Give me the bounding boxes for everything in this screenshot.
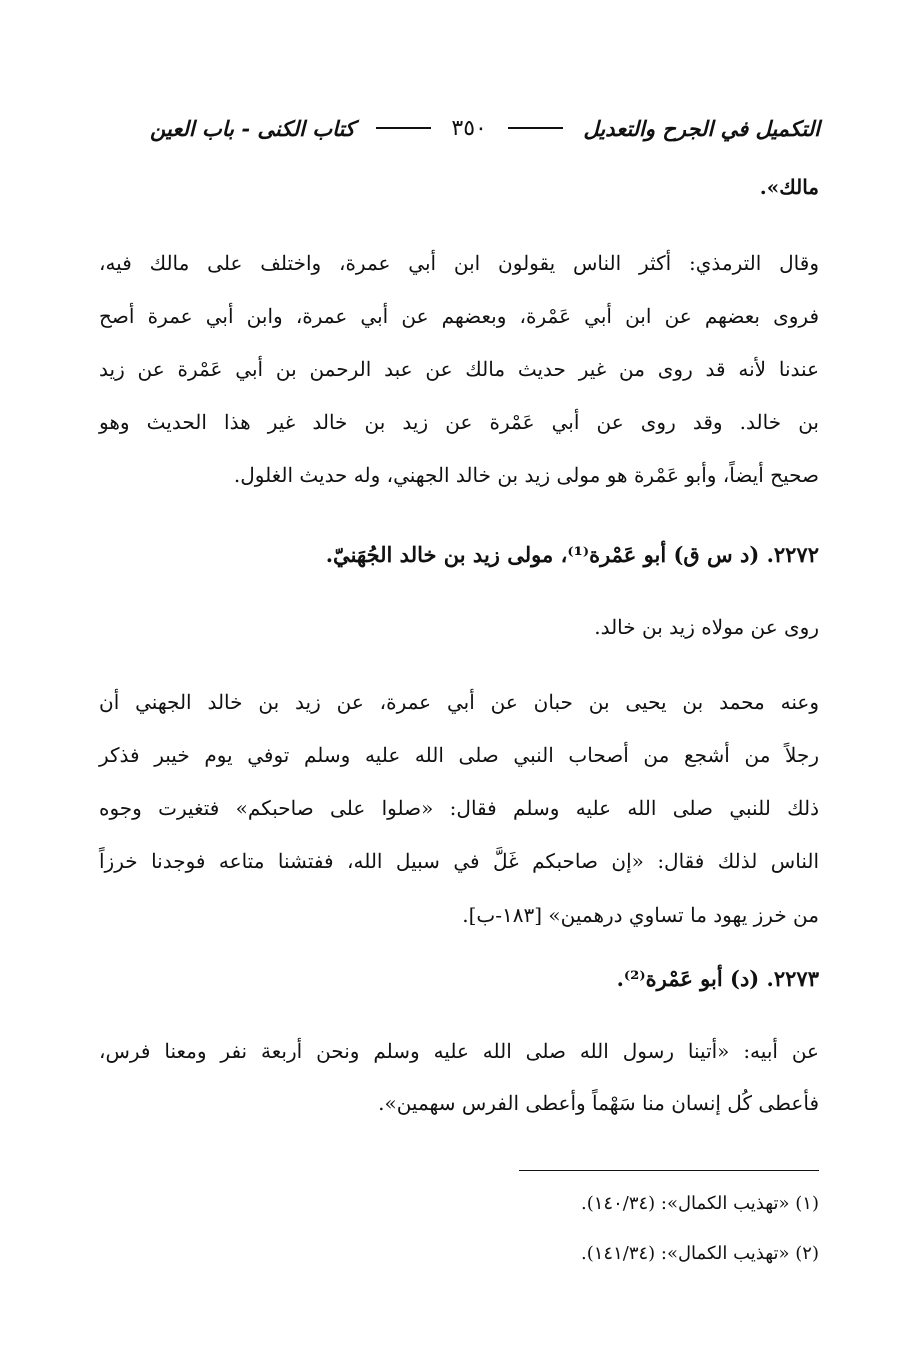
running-header bbox=[150, 108, 820, 148]
entry-heading-2272: ٢٢٧٢. (د س ق) أبو عَمْرة⁽¹⁾، مولى زيد بن خالد الجُهَنيّ. bbox=[325, 542, 819, 567]
text-line-9: وعنه محمد بن يحيى بن حبان عن أبي عمرة، عن زيد بن خالد الجهني أن bbox=[99, 690, 819, 714]
footnote-separator bbox=[519, 1170, 819, 1171]
text-line-4: عندنا لأنه قد روى من غير حديث مالك عن عبد الرحمن بن أبي عَمْرة عن زيد bbox=[99, 357, 819, 381]
footnote-2: (٢) «تهذيب الكمال»: (١٤١/٣٤). bbox=[581, 1243, 819, 1264]
header-dash bbox=[508, 127, 563, 129]
header-book-title: التكميل في الجرح والتعديل bbox=[583, 115, 820, 141]
text-line-6: صحيح أيضاً، وأبو عَمْرة هو مولى زيد بن خالد الجهني، وله حديث الغلول. bbox=[233, 463, 819, 487]
text-line-15: عن أبيه: «أتينا رسول الله صلى الله عليه وسلم ونحن أربعة نفر ومعنا فرس، bbox=[99, 1039, 819, 1063]
text-line-5: بن خالد. وقد روى عن أبي عَمْرة عن زيد بن خالد غير هذا الحديث وهو bbox=[99, 410, 819, 434]
text-line-2: وقال الترمذي: أكثر الناس يقولون ابن أبي عمرة، واختلف على مالك فيه، bbox=[99, 251, 819, 275]
page-number: ٣٥٠ bbox=[451, 115, 487, 141]
footnote-1: (١) «تهذيب الكمال»: (١٤٠/٣٤). bbox=[581, 1193, 819, 1214]
text-line-12: الناس لذلك فقال: «إن صاحبكم غَلَّ في سبيل الله، ففتشنا متاعه فوجدنا خرزاً bbox=[99, 849, 819, 873]
text-line-1: مالك». bbox=[759, 175, 819, 199]
header-dash bbox=[376, 127, 431, 129]
text-line-11: ذلك للنبي صلى الله عليه وسلم فقال: «صلوا على صاحبكم» فتغيرت وجوه bbox=[99, 796, 819, 820]
text-line-16: فأعطى كُل إنسان منا سَهْماً وأعطى الفرس سهمين». bbox=[378, 1091, 819, 1115]
entry-heading-2273: ٢٢٧٣. (د) أبو عَمْرة⁽²⁾. bbox=[616, 966, 819, 991]
header-chapter-title: كتاب الكنى - باب العين bbox=[150, 115, 355, 141]
text-line-13: من خرز يهود ما تساوي درهمين» [١٨٣-ب]. bbox=[462, 903, 819, 927]
text-line-8: روى عن مولاه زيد بن خالد. bbox=[594, 615, 819, 639]
text-line-3: فروى بعضهم عن ابن أبي عَمْرة، وبعضهم عن أبي عمرة، وابن أبي عمرة أصح bbox=[99, 304, 819, 328]
text-line-10: رجلاً من أشجع من أصحاب النبي صلى الله عليه وسلم توفي يوم خيبر فذكر bbox=[99, 743, 819, 767]
